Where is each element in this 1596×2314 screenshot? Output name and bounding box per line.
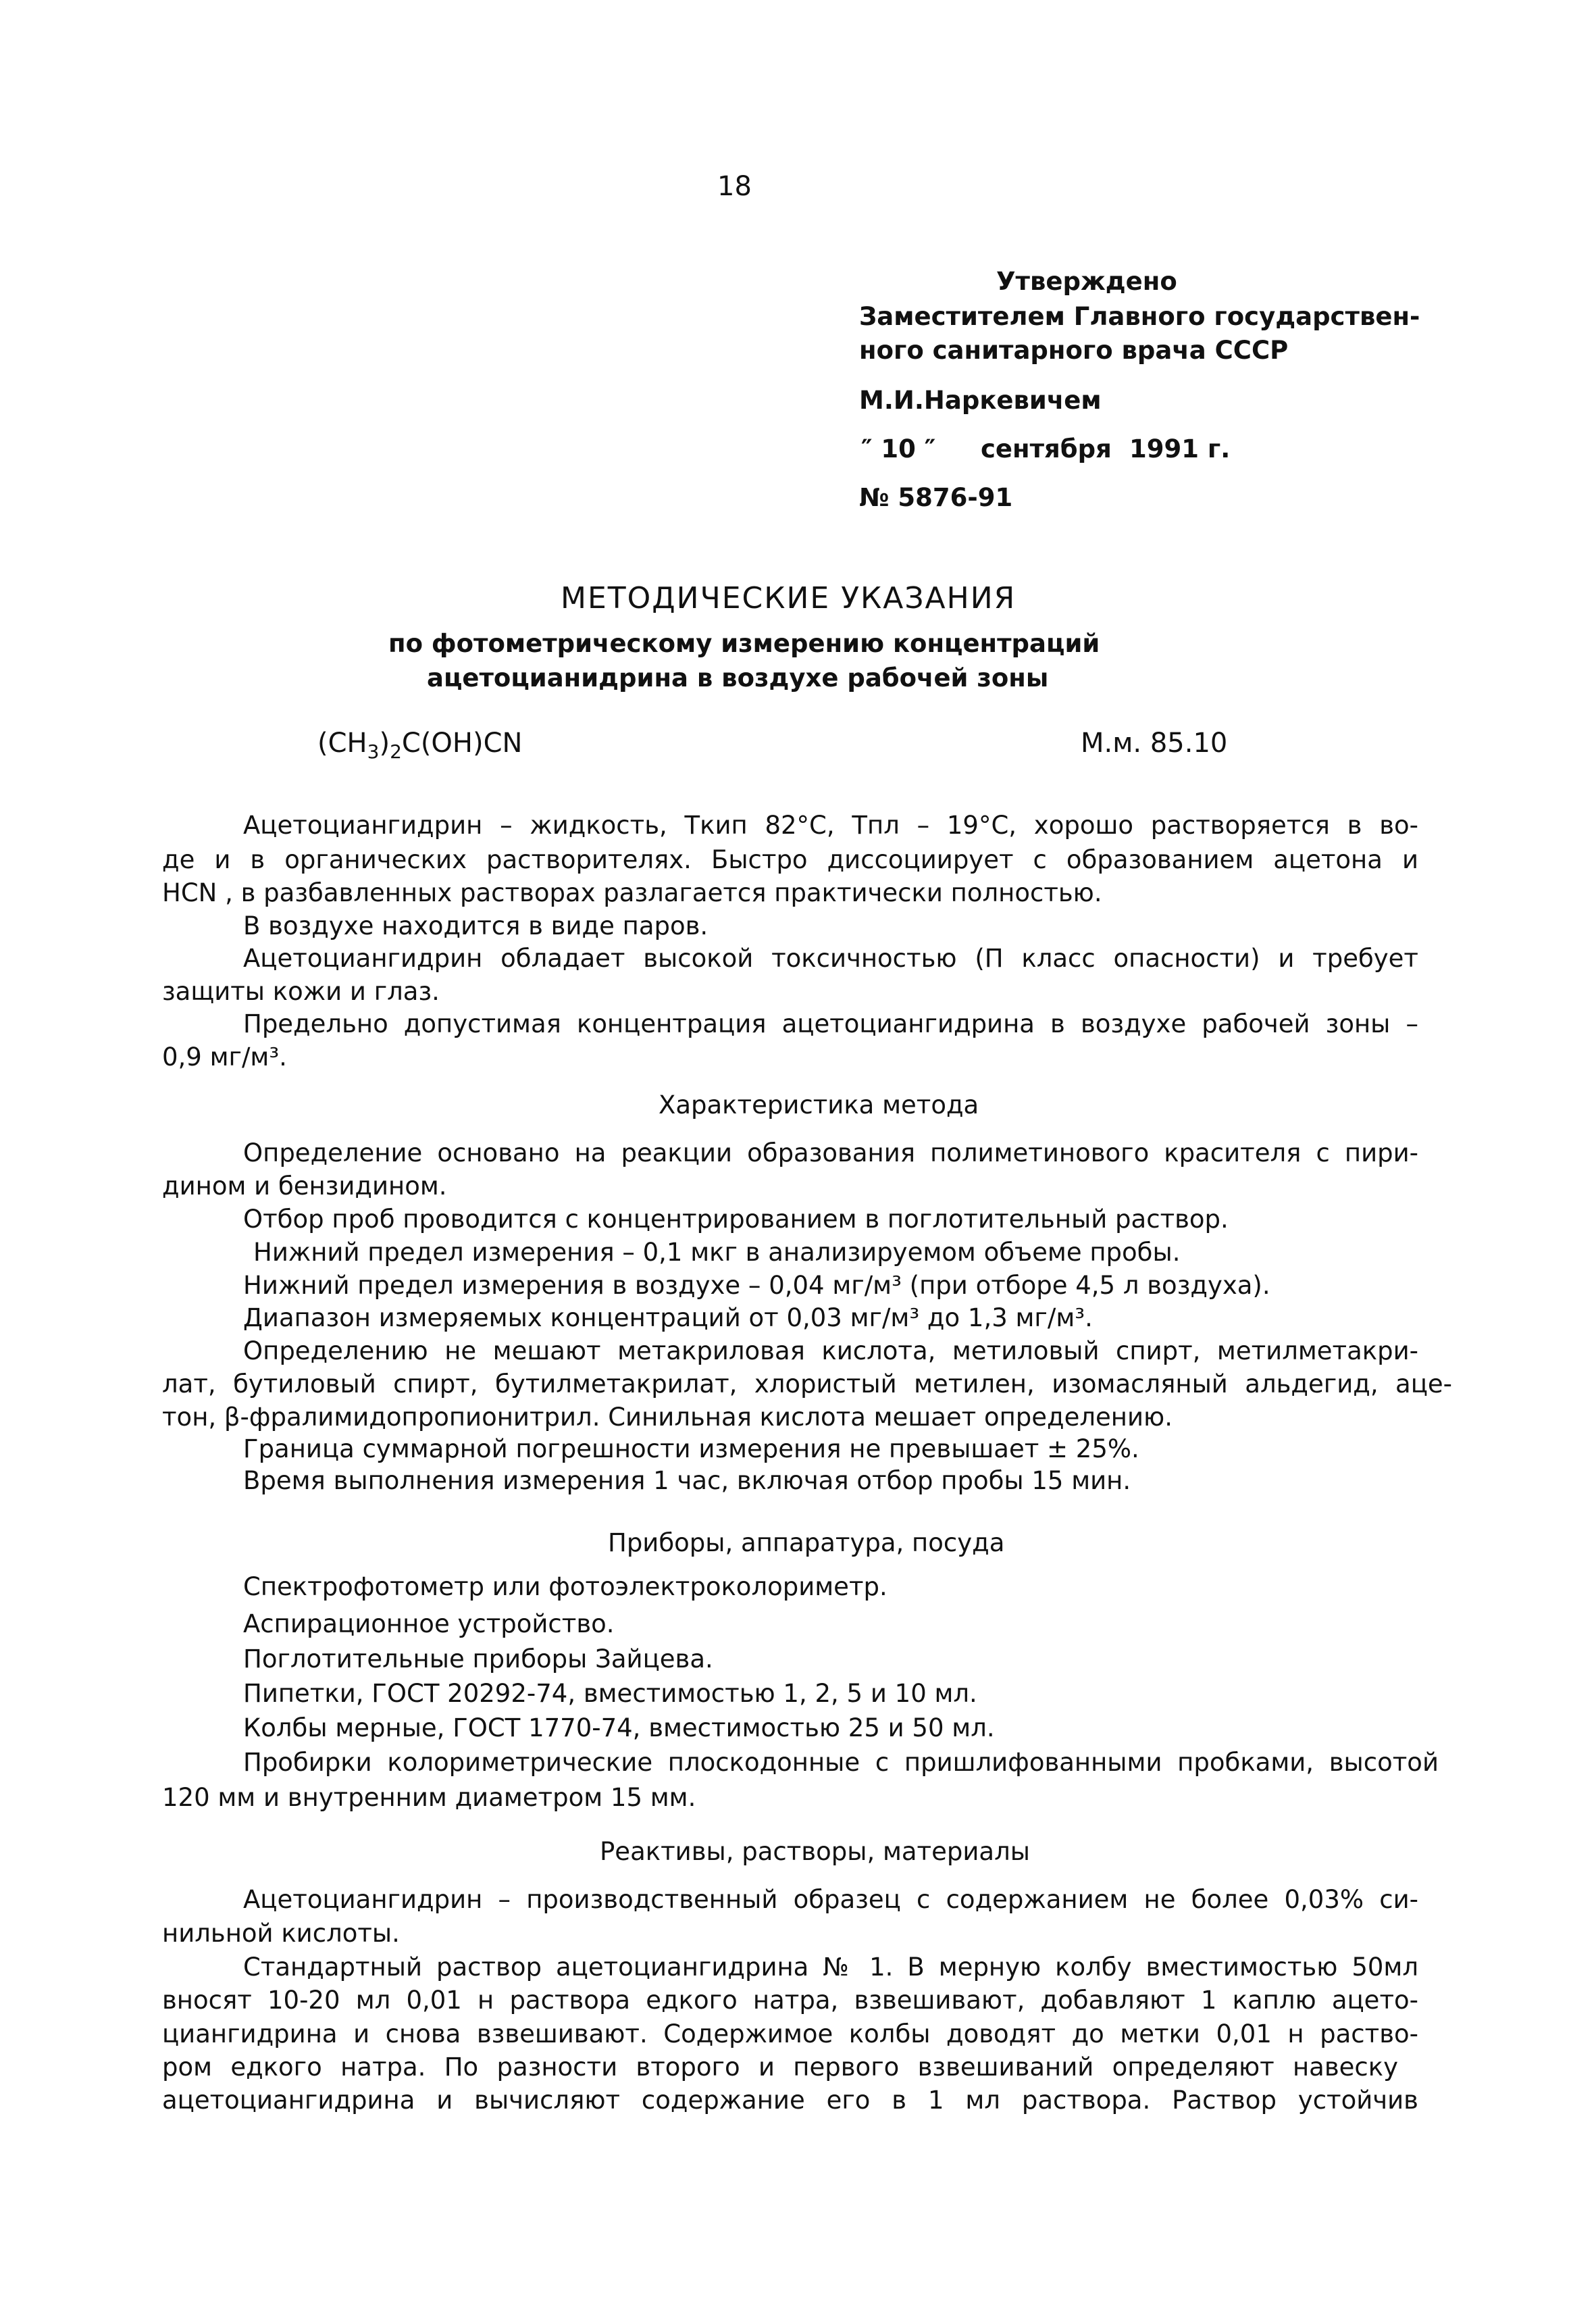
text-line: ром едкого натра. По разности второго и первого взвешиваний определяют навеску <box>162 2053 1398 2082</box>
document-title: МЕТОДИЧЕСКИЕ УКАЗАНИЯ <box>561 581 1016 615</box>
text-line: ацетоциангидрина и вычисляют содержание его в 1 мл раствора. Раствор устойчив <box>162 2086 1418 2115</box>
text-line: тон, β-фралимидопропионитрил. Синильная кислота мешает определению. <box>162 1403 1173 1432</box>
approval-date-year: 1991 г. <box>1129 434 1231 463</box>
text-line: Граница суммарной погрешности измерения не превышает ± 25%. <box>243 1434 1139 1463</box>
text-line: В воздухе находится в виде паров. <box>243 911 709 940</box>
approval-line: ного санитарного врача СССР <box>859 336 1289 365</box>
text-line: Пробирки колориметрические плоскодонные с пришлифованными пробками, высотой <box>243 1748 1439 1777</box>
text-line: Пипетки, ГОСТ 20292-74, вместимостью 1, 2, 5 и 10 мл. <box>243 1679 977 1708</box>
section-heading: Приборы, аппаратура, посуда <box>608 1528 1005 1557</box>
approval-line: Заместителем Главного государствен- <box>859 302 1420 331</box>
text-line: вносят 10-20 мл 0,01 н раствора едкого натра, взвешивают, добавляют 1 каплю ацето- <box>162 1986 1418 2015</box>
section-heading: Характеристика метода <box>659 1090 979 1120</box>
text-line: Ацетоциангидрин – производственный образец с содержанием не более 0,03% си- <box>243 1885 1418 1914</box>
page-number: 18 <box>717 171 752 202</box>
text-line: защиты кожи и глаз. <box>162 977 440 1006</box>
approval-line: Утверждено <box>996 267 1177 296</box>
text-line: Отбор проб проводится с концентрированием в поглотительный раствор. <box>243 1205 1229 1234</box>
document-subtitle: по фотометрическому измерению концентраций <box>388 629 1100 658</box>
text-line: Колбы мерные, ГОСТ 1770-74, вместимостью 25 и 50 мл. <box>243 1713 995 1742</box>
text-line: дином и бензидином. <box>162 1172 447 1201</box>
approval-date-month: сентября <box>981 434 1112 463</box>
text-line: циангидрина и снова взвешивают. Содержимое колбы доводят до метки 0,01 н раство- <box>162 2019 1418 2048</box>
text-line: Определению не мешают метакриловая кислота, метиловый спирт, метилметакри- <box>243 1336 1418 1365</box>
text-line: лат, бутиловый спирт, бутилметакрилат, хлористый метилен, изомасляный альдегид, аце- <box>162 1369 1452 1399</box>
text-line: Нижний предел измерения – 0,1 мкг в анализируемом объеме пробы. <box>253 1238 1181 1267</box>
text-line: Ацетоциангидрин обладает высокой токсичностью (П класс опасности) и требует <box>243 944 1418 973</box>
document-subtitle: ацетоцианидрина в воздухе рабочей зоны <box>427 663 1049 693</box>
text-line: НСN , в разбавленных растворах разлагается практически полностью. <box>162 878 1102 907</box>
text-line: Ацетоциангидрин – жидкость, Ткип 82°С, Тпл – 19°С, хорошо растворяется в во- <box>243 811 1418 840</box>
text-line: Аспирационное устройство. <box>243 1609 615 1638</box>
molar-mass: М.м. 85.10 <box>1081 728 1228 759</box>
chemical-formula: $(CH_3)_2C(OH)CN$ <box>317 728 523 763</box>
text-line: нильной кислоты. <box>162 1919 400 1948</box>
text-line: Стандартный раствор ацетоциангидрина № 1. В мерную колбу вместимостью 50мл <box>243 1953 1418 1982</box>
text-line: Диапазон измеряемых концентраций от 0,03 мг/м³ до 1,3 мг/м³. <box>243 1303 1093 1332</box>
text-line: 0,9 мг/м³. <box>162 1042 287 1072</box>
text-line: Время выполнения измерения 1 час, включая отбор пробы 15 мин. <box>243 1466 1131 1495</box>
text-line: Спектрофотометр или фотоэлектроколориметр. <box>243 1572 887 1601</box>
text-line: де и в органических растворителях. Быстро диссоциирует с образованием ацетона и <box>162 845 1418 874</box>
approval-signatory: М.И.Наркевичем <box>859 386 1102 415</box>
approval-date-day: ″ 10 ″ <box>861 434 936 463</box>
approval-number: № 5876-91 <box>859 483 1013 512</box>
text-line: 120 мм и внутренним диаметром 15 мм. <box>162 1783 696 1812</box>
text-line: Нижний предел измерения в воздухе – 0,04 мг/м³ (при отборе 4,5 л воздуха). <box>243 1271 1270 1300</box>
text-line: Определение основано на реакции образования полиметинового красителя с пири- <box>243 1138 1418 1167</box>
text-line: Поглотительные приборы Зайцева. <box>243 1644 713 1674</box>
section-heading: Реактивы, растворы, материалы <box>600 1837 1030 1866</box>
text-line: Предельно допустимая концентрация ацетоциангидрина в воздухе рабочей зоны – <box>243 1009 1418 1038</box>
